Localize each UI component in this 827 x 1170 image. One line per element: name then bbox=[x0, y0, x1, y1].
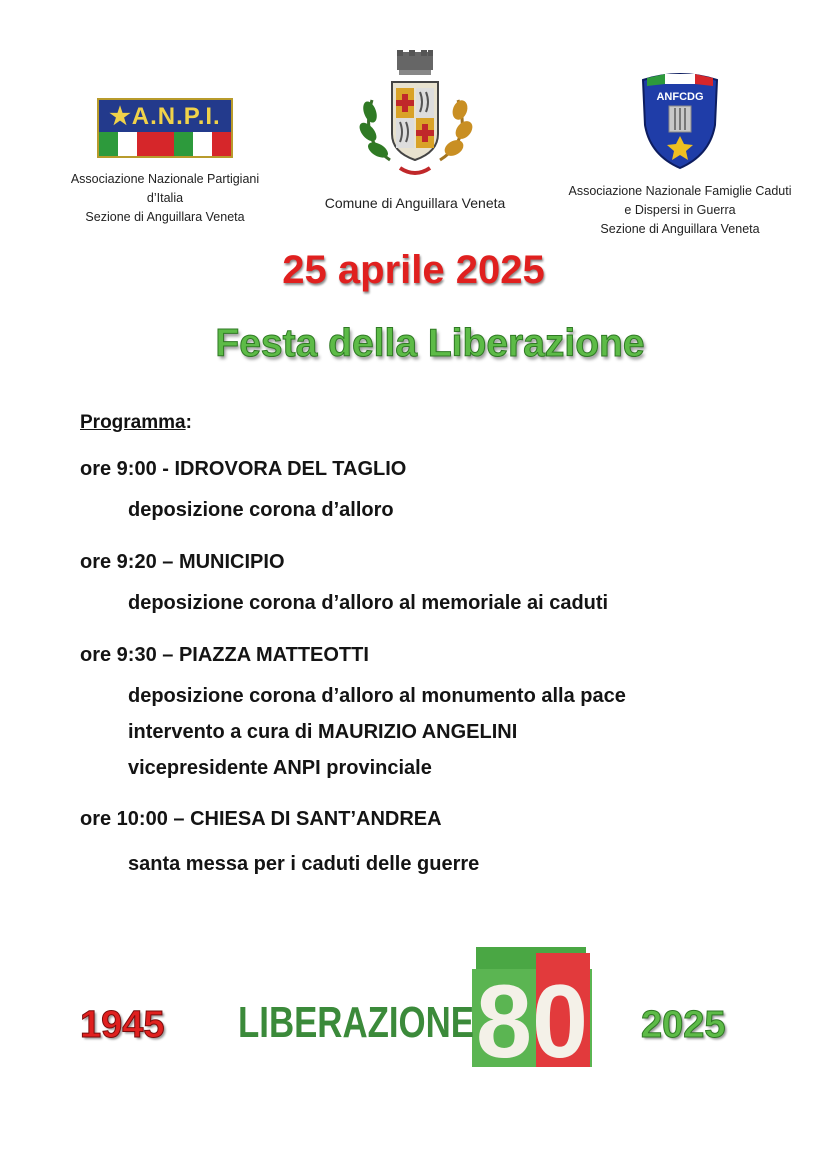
anpi-line3: Sezione di Anguillara Veneta bbox=[85, 210, 245, 224]
anpi-logo-text: ★A.N.P.I. bbox=[97, 98, 233, 132]
comune-label: Comune di Anguillara Veneta bbox=[324, 195, 506, 211]
comune-section bbox=[300, 50, 530, 213]
anfcdg-line2: e Dispersi in Guerra bbox=[624, 203, 736, 217]
anfcdg-line1: Associazione Nazionale Famiglie Caduti bbox=[568, 184, 792, 198]
program-item-heading: ore 10:00 – CHIESA DI SANT’ANDREA bbox=[80, 808, 442, 830]
programma-colon: : bbox=[185, 412, 192, 433]
program-item-heading: ore 9:20 – MUNICIPIO bbox=[80, 551, 285, 573]
logo-number-80: 80 bbox=[476, 964, 588, 1070]
year-1945: 1945 bbox=[80, 1004, 165, 1046]
anpi-line2: d’Italia bbox=[146, 191, 184, 205]
program-item-line: santa messa per i caduti delle guerre bbox=[128, 853, 480, 875]
anfcdg-section bbox=[555, 70, 805, 239]
anfcdg-logo-text: ANFCDG bbox=[656, 91, 704, 103]
liberazione-word: LIBERAZIONE bbox=[238, 998, 474, 1047]
anfcdg-shield-icon bbox=[635, 70, 725, 170]
anfcdg-line3: Sezione di Anguillara Veneta bbox=[600, 222, 760, 236]
italian-flag-stripes bbox=[97, 132, 233, 158]
program-item-line: deposizione corona d’alloro al monumento alla pace bbox=[128, 685, 626, 707]
program-item-1 bbox=[80, 456, 406, 528]
program-item-line: deposizione corona d’alloro al memoriale ai caduti bbox=[128, 592, 609, 614]
programma-word: Programma bbox=[80, 412, 186, 433]
programma-label bbox=[80, 412, 192, 434]
liberazione-80-logo bbox=[236, 945, 596, 1070]
program-item-4 bbox=[80, 806, 479, 882]
anpi-section bbox=[60, 98, 270, 227]
festa-title: Festa della Liberazione bbox=[215, 322, 645, 365]
date-title: 25 aprile 2025 bbox=[282, 248, 545, 292]
anpi-logo bbox=[97, 98, 233, 158]
program-item-line: vicepresidente ANPI provinciale bbox=[128, 757, 432, 779]
program-item-2 bbox=[80, 549, 608, 621]
anpi-line1: Associazione Nazionale Partigiani bbox=[70, 172, 260, 186]
municipal-crest-icon bbox=[350, 50, 480, 182]
program-item-line: intervento a cura di MAURIZIO ANGELINI bbox=[128, 721, 518, 743]
year-2025: 2025 bbox=[641, 1004, 726, 1046]
program-item-3 bbox=[80, 642, 626, 786]
program-item-heading: ore 9:30 – PIAZZA MATTEOTTI bbox=[80, 644, 369, 666]
program-item-heading: ore 9:00 - IDROVORA DEL TAGLIO bbox=[80, 458, 407, 480]
program-item-line: deposizione corona d’alloro bbox=[128, 499, 394, 521]
